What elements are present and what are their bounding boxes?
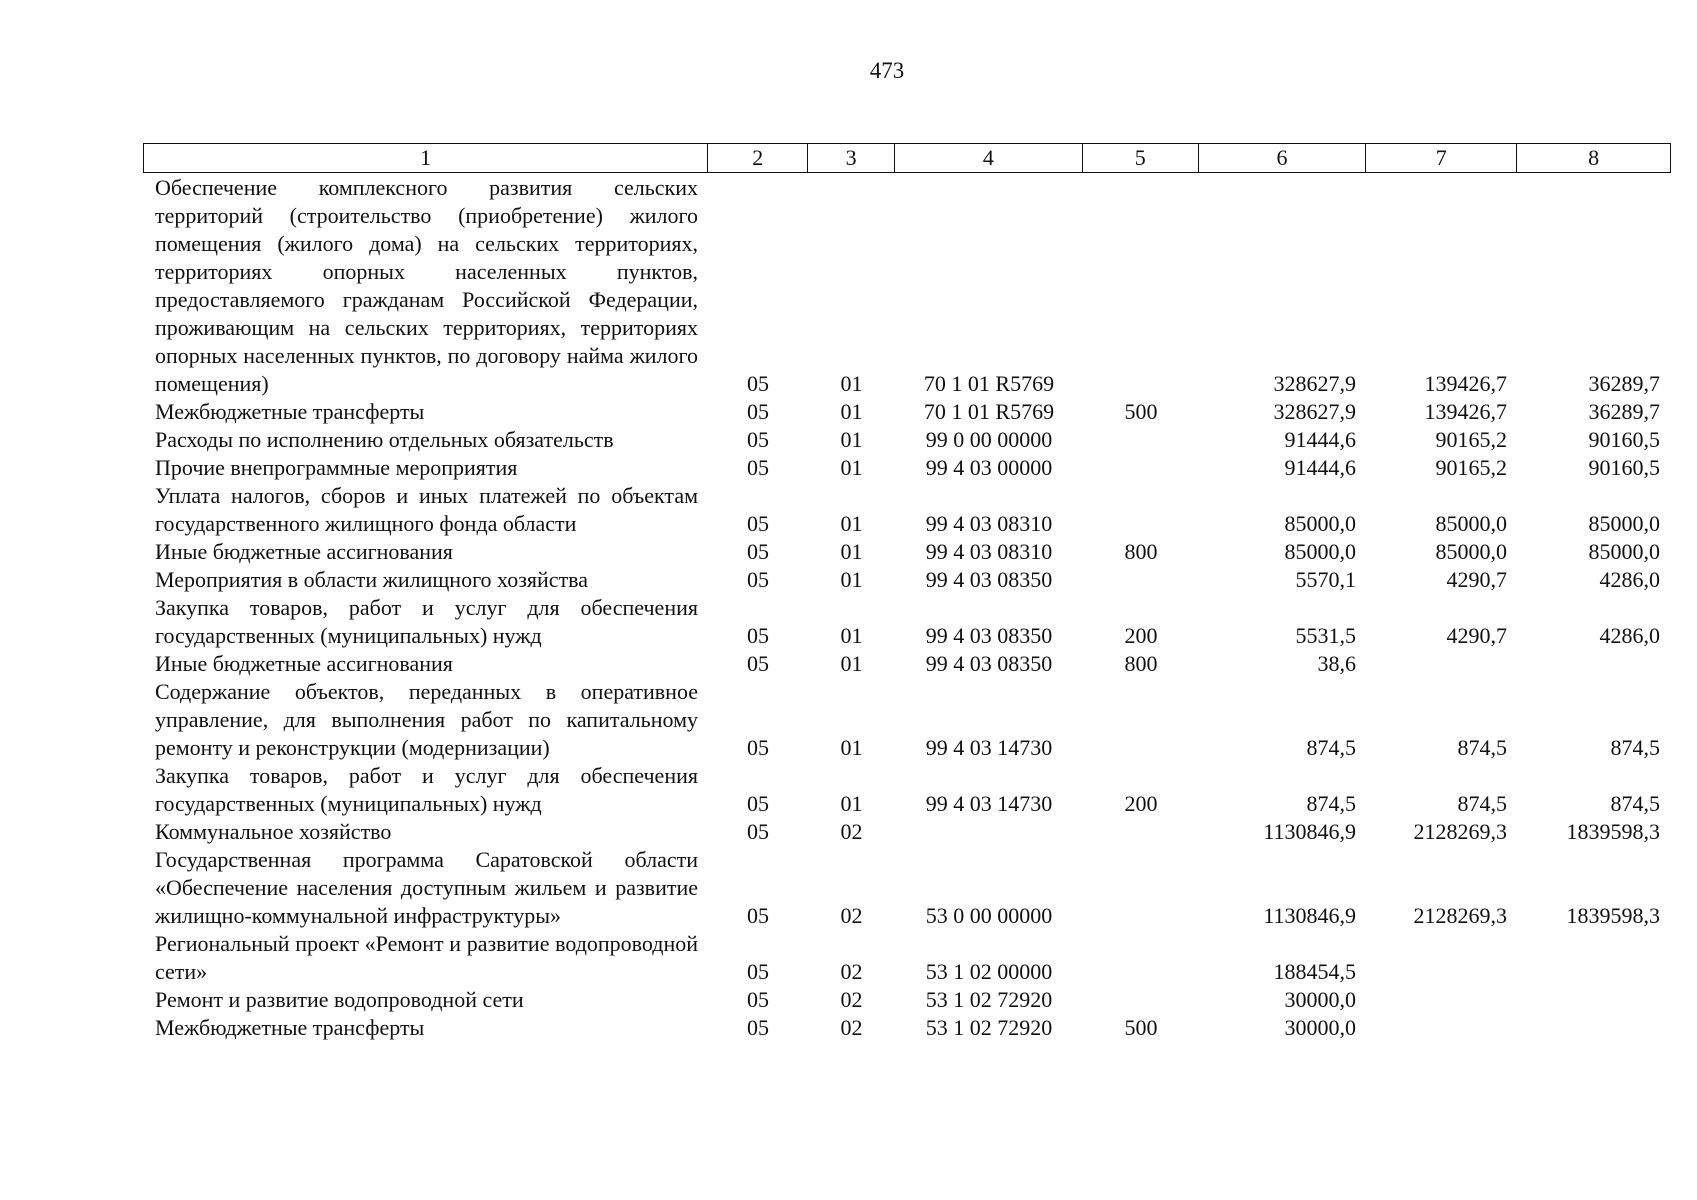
row-section-cell: 05 bbox=[747, 819, 769, 844]
table-row bbox=[143, 818, 1671, 846]
row-target-article-cell: 70 1 01 R5769 bbox=[923, 399, 1055, 424]
row-expense-type-cell: 500 bbox=[1124, 1015, 1158, 1040]
row-name-cell: Расходы по исполнению отдельных обязательств bbox=[155, 427, 614, 452]
page-number: 473 bbox=[869, 58, 905, 83]
row-amount-3-cell: 4286,0 bbox=[1599, 567, 1660, 592]
row-section-cell: 05 bbox=[747, 903, 769, 928]
row-section-cell: 05 bbox=[747, 791, 769, 816]
row-amount-2-cell: 874,5 bbox=[1457, 791, 1507, 816]
table-row bbox=[143, 174, 1671, 398]
row-subsection-cell: 01 bbox=[840, 735, 863, 760]
row-expense-type-cell: 200 bbox=[1124, 791, 1158, 816]
row-name-cell: Прочие внепрограммные мероприятия bbox=[155, 455, 518, 480]
row-section-cell: 05 bbox=[747, 1015, 769, 1040]
table-row bbox=[143, 846, 1671, 930]
row-amount-3-cell: 36289,7 bbox=[1588, 371, 1660, 396]
row-expense-type-cell: 200 bbox=[1124, 623, 1158, 648]
row-subsection-cell: 01 bbox=[840, 511, 863, 536]
row-section-cell: 05 bbox=[747, 539, 769, 564]
row-name-cell: Межбюджетные трансферты bbox=[155, 399, 425, 424]
row-subsection-cell: 01 bbox=[840, 455, 863, 480]
row-name-cell: Ремонт и развитие водопроводной сети bbox=[155, 987, 524, 1012]
row-amount-3-cell: 36289,7 bbox=[1588, 399, 1660, 424]
row-target-article-cell: 99 4 03 08310 bbox=[925, 539, 1053, 564]
row-subsection-cell: 01 bbox=[840, 567, 863, 592]
row-amount-2-cell: 2128269,3 bbox=[1413, 903, 1507, 928]
row-subsection-cell: 02 bbox=[840, 959, 863, 984]
column-header-2: 2 bbox=[708, 144, 808, 172]
row-section-cell: 05 bbox=[747, 959, 769, 984]
row-name-cell: Содержание объектов, переданных в оперативное управление, для выполнения работ по капитальному ремонту и реконструкции (модернизации) bbox=[155, 679, 698, 760]
row-amount-3-cell: 874,5 bbox=[1610, 791, 1660, 816]
row-section-cell: 05 bbox=[747, 399, 769, 424]
row-amount-2-cell: 139426,7 bbox=[1424, 399, 1507, 424]
column-header-8: 8 bbox=[1588, 145, 1600, 170]
row-section-cell: 05 bbox=[747, 987, 769, 1012]
row-amount-1-cell: 85000,0 bbox=[1284, 539, 1356, 564]
row-section-cell: 05 bbox=[747, 735, 769, 760]
row-name-cell: Межбюджетные трансферты bbox=[155, 1015, 425, 1040]
table-row bbox=[143, 762, 1671, 818]
row-name-cell: Иные бюджетные ассигнования bbox=[155, 539, 453, 564]
row-name-cell: Уплата налогов, сборов и иных платежей по объектам государственного жилищного фонда области bbox=[155, 483, 698, 536]
table-row bbox=[143, 566, 1671, 594]
row-amount-2-cell: 4290,7 bbox=[1446, 567, 1507, 592]
row-amount-3-cell: 90160,5 bbox=[1588, 427, 1660, 452]
table-row bbox=[143, 426, 1671, 454]
row-amount-1-cell: 5570,1 bbox=[1295, 567, 1356, 592]
row-target-article-cell: 99 4 03 00000 bbox=[925, 455, 1053, 480]
row-subsection-cell: 02 bbox=[840, 1015, 863, 1040]
table-row bbox=[143, 650, 1671, 678]
row-amount-3-cell: 4286,0 bbox=[1599, 623, 1660, 648]
row-section-cell: 05 bbox=[747, 651, 769, 676]
row-target-article-cell: 53 1 02 00000 bbox=[925, 959, 1053, 984]
column-header-7: 7 bbox=[1366, 144, 1517, 172]
row-amount-3-cell: 85000,0 bbox=[1588, 539, 1660, 564]
row-amount-2-cell: 85000,0 bbox=[1435, 539, 1507, 564]
row-name-cell: Коммунальное хозяйство bbox=[155, 819, 392, 844]
table-row bbox=[143, 1014, 1671, 1042]
column-header-4: 4 bbox=[895, 144, 1083, 172]
row-amount-1-cell: 30000,0 bbox=[1284, 1015, 1356, 1040]
row-name-cell: Мероприятия в области жилищного хозяйства bbox=[155, 567, 589, 592]
column-header-3: 3 bbox=[808, 144, 895, 172]
row-amount-1-cell: 188454,5 bbox=[1273, 959, 1356, 984]
row-name-cell: Обеспечение комплексного развития сельских территорий (строительство (приобретение) жилого помещения (жилого дома) на сельских территориях, территориях опорных населенных пунктов, предоставляемого гражданам Российской Федерации, проживающим на сельских территориях, территориях опорных населенных пунктов, по договору найма жилого помещения) bbox=[155, 175, 698, 396]
table-row bbox=[143, 594, 1671, 650]
row-amount-1-cell: 91444,6 bbox=[1284, 455, 1356, 480]
row-amount-1-cell: 874,5 bbox=[1306, 791, 1356, 816]
row-subsection-cell: 01 bbox=[840, 371, 863, 396]
row-amount-1-cell: 38,6 bbox=[1317, 651, 1356, 676]
row-amount-1-cell: 85000,0 bbox=[1284, 511, 1356, 536]
row-subsection-cell: 01 bbox=[840, 651, 863, 676]
table-row bbox=[143, 538, 1671, 566]
table-header bbox=[143, 143, 1671, 173]
row-target-article-cell: 53 0 00 00000 bbox=[925, 903, 1053, 928]
row-amount-1-cell: 328627,9 bbox=[1273, 399, 1356, 424]
row-section-cell: 05 bbox=[747, 567, 769, 592]
row-amount-1-cell: 91444,6 bbox=[1284, 427, 1356, 452]
row-amount-2-cell: 4290,7 bbox=[1446, 623, 1507, 648]
row-target-article-cell: 99 4 03 14730 bbox=[925, 735, 1053, 760]
row-amount-3-cell: 874,5 bbox=[1610, 735, 1660, 760]
row-subsection-cell: 02 bbox=[840, 819, 863, 844]
row-name-cell: Закупка товаров, работ и услуг для обеспечения государственных (муниципальных) нужд bbox=[155, 763, 698, 816]
row-subsection-cell: 02 bbox=[840, 987, 863, 1012]
row-target-article-cell: 99 0 00 00000 bbox=[925, 427, 1053, 452]
row-amount-3-cell: 1839598,3 bbox=[1566, 903, 1660, 928]
row-subsection-cell: 01 bbox=[840, 399, 863, 424]
row-name-cell: Иные бюджетные ассигнования bbox=[155, 651, 453, 676]
row-expense-type-cell: 800 bbox=[1124, 651, 1158, 676]
row-amount-1-cell: 1130846,9 bbox=[1263, 903, 1356, 928]
row-amount-2-cell: 90165,2 bbox=[1435, 455, 1507, 480]
row-section-cell: 05 bbox=[747, 455, 769, 480]
row-name-cell: Закупка товаров, работ и услуг для обеспечения государственных (муниципальных) нужд bbox=[155, 595, 698, 648]
table-row bbox=[143, 930, 1671, 986]
row-expense-type-cell: 800 bbox=[1124, 539, 1158, 564]
row-amount-2-cell: 874,5 bbox=[1457, 735, 1507, 760]
row-amount-1-cell: 30000,0 bbox=[1284, 987, 1356, 1012]
column-header-1: 1 bbox=[144, 144, 708, 172]
row-amount-1-cell: 1130846,9 bbox=[1263, 819, 1356, 844]
row-target-article-cell: 99 4 03 08350 bbox=[925, 623, 1053, 648]
row-target-article-cell: 99 4 03 14730 bbox=[925, 791, 1053, 816]
column-header-5: 5 bbox=[1083, 144, 1199, 172]
row-target-article-cell: 53 1 02 72920 bbox=[925, 987, 1053, 1012]
row-amount-3-cell: 90160,5 bbox=[1588, 455, 1660, 480]
row-name-cell: Государственная программа Саратовской области «Обеспечение населения доступным жильем и развитие жилищно-коммунальной инфраструктуры» bbox=[155, 847, 698, 928]
row-amount-1-cell: 328627,9 bbox=[1273, 371, 1356, 396]
row-target-article-cell: 99 4 03 08350 bbox=[925, 651, 1053, 676]
row-section-cell: 05 bbox=[747, 371, 769, 396]
row-amount-3-cell: 1839598,3 bbox=[1566, 819, 1660, 844]
row-expense-type-cell: 500 bbox=[1124, 399, 1158, 424]
row-amount-2-cell: 139426,7 bbox=[1424, 371, 1507, 396]
row-subsection-cell: 01 bbox=[840, 539, 863, 564]
row-target-article-cell: 99 4 03 08350 bbox=[925, 567, 1053, 592]
row-section-cell: 05 bbox=[747, 511, 769, 536]
table-row bbox=[143, 678, 1671, 762]
row-subsection-cell: 01 bbox=[840, 791, 863, 816]
row-amount-2-cell: 2128269,3 bbox=[1413, 819, 1507, 844]
row-target-article-cell: 53 1 02 72920 bbox=[925, 1015, 1053, 1040]
table-row bbox=[143, 986, 1671, 1014]
column-header-6: 6 bbox=[1199, 144, 1367, 172]
row-amount-1-cell: 874,5 bbox=[1306, 735, 1356, 760]
row-subsection-cell: 01 bbox=[840, 427, 863, 452]
row-subsection-cell: 02 bbox=[840, 903, 863, 928]
table-row bbox=[143, 482, 1671, 538]
table-row bbox=[143, 454, 1671, 482]
row-amount-2-cell: 85000,0 bbox=[1435, 511, 1507, 536]
table-row bbox=[143, 398, 1671, 426]
row-target-article-cell: 70 1 01 R5769 bbox=[923, 371, 1055, 396]
row-amount-1-cell: 5531,5 bbox=[1295, 623, 1356, 648]
row-amount-2-cell: 90165,2 bbox=[1435, 427, 1507, 452]
row-subsection-cell: 01 bbox=[840, 623, 863, 648]
row-section-cell: 05 bbox=[747, 623, 769, 648]
table-body bbox=[143, 174, 1671, 1042]
row-amount-3-cell: 85000,0 bbox=[1588, 511, 1660, 536]
row-name-cell: Региональный проект «Ремонт и развитие водопроводной сети» bbox=[155, 931, 698, 984]
row-section-cell: 05 bbox=[747, 427, 769, 452]
row-target-article-cell: 99 4 03 08310 bbox=[925, 511, 1053, 536]
